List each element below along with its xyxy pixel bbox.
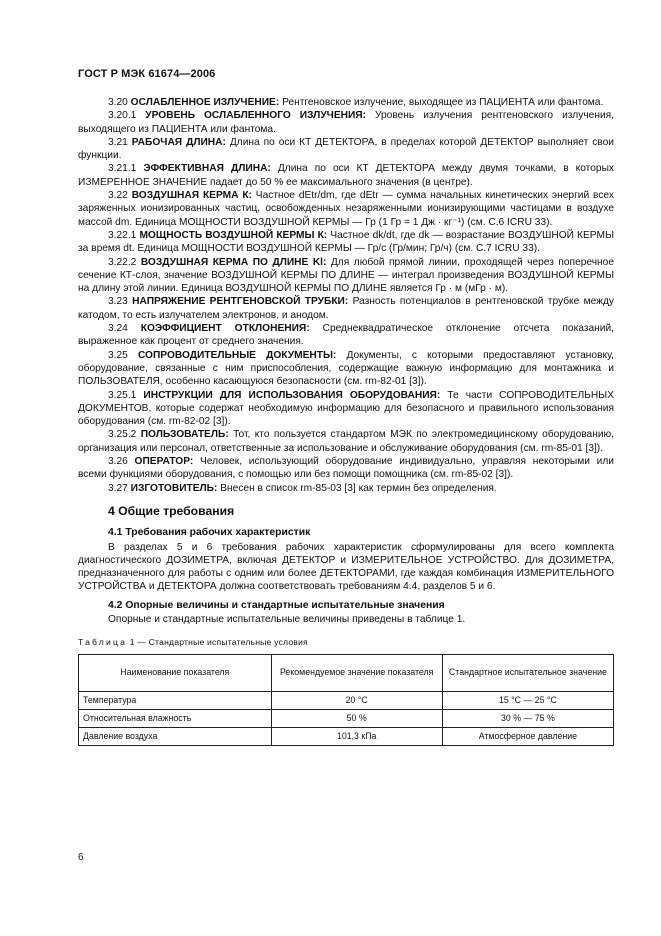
definition-paragraph: [78, 109, 614, 136]
definition-term: КОЭФФИЦИЕНТ ОТКЛОНЕНИЯ:: [140, 323, 310, 335]
definition-text: Длина по оси КТ ДЕТЕКТОРА, в пределах которой ДЕТЕКТОР выполняет свои функции.: [78, 136, 614, 162]
definition-term: РАБОЧАЯ ДЛИНА:: [131, 136, 226, 148]
definition-text: Те части СОПРОВОДИТЕЛЬНЫХ ДОКУМЕНТОВ, которые содержат необходимую информацию для безопасного и правильного использования оборудования (см. rm-82-02 [3]).: [78, 389, 614, 428]
section-4-1-title: 4.1 Требования рабочих характеристик: [108, 527, 311, 539]
definition-paragraph: [78, 136, 614, 163]
definition-paragraph: [78, 428, 614, 455]
definition-number: 3.21.1: [108, 163, 137, 175]
table-cell: 101,3 кПа: [271, 728, 442, 746]
definition-term: ЭФФЕКТИВНАЯ ДЛИНА:: [143, 163, 271, 175]
definition-term: ИЗГОТОВИТЕЛЬ:: [130, 482, 218, 494]
definition-text: Документы, с которыми предоставляют установку, оборудование, связанные с ним приспособления, содержащие важную информацию для монтажника и ПОЛЬЗОВАТЕЛЯ, особенно касающуюся безопасности (см. rm-82-01 [3]).: [78, 349, 614, 388]
definition-text: Уровень излучения рентгеновского излучения, выходящего из ПАЦИЕНТА или фантома.: [78, 110, 614, 135]
table-cell: Температура: [79, 691, 272, 709]
section-4-2-title: 4.2 Опорные величины и стандартные испытательные значения: [108, 599, 445, 611]
definition-number: 3.22: [108, 190, 128, 202]
definition-number: 3.20: [108, 97, 128, 108]
section-4-2-text: Опорные и стандартные испытательные величины приведены в таблице 1.: [108, 613, 466, 625]
definition-term: УРОВЕНЬ ОСЛАБЛЕННОГО ИЗЛУЧЕНИЯ:: [145, 110, 367, 122]
table-cell: 15 °C — 25 °C: [442, 691, 613, 709]
definition-term: МОЩНОСТЬ ВОЗДУШНОЙ КЕРМЫ К:: [139, 229, 328, 241]
document-body: [78, 96, 614, 746]
definition-paragraph: [78, 256, 614, 296]
definition-paragraph: [78, 189, 614, 229]
definition-term: ОСЛАБЛЕННОЕ ИЗЛУЧЕНИЕ:: [130, 97, 280, 108]
definition-paragraph: [78, 482, 614, 495]
definition-term: ВОЗДУШНАЯ КЕРМА К:: [131, 190, 252, 202]
table-body: [79, 691, 614, 746]
definition-term: ИНСТРУКЦИИ ДЛЯ ИСПОЛЬЗОВАНИЯ ОБОРУДОВАНИЯ:: [143, 389, 441, 401]
definition-text: Рентгеновское излучение, выходящее из ПАЦИЕНТА или фантома.: [282, 97, 604, 108]
table-caption: [78, 636, 614, 649]
table-row: [79, 728, 614, 746]
definition-text: Длина по оси КТ ДЕТЕКТОРА между двумя точками, в которых ИЗМЕРЕННОЕ ЗНАЧЕНИЕ падает до 50 % ее максимального значения (в центре).: [78, 163, 614, 188]
definition-number: 3.24: [108, 323, 128, 335]
table-cell: Атмосферное давление: [442, 728, 613, 746]
definition-number: 3.22.2: [108, 256, 137, 268]
table-caption-text: 1 — Стандартные испытательные условия: [129, 637, 308, 648]
definition-number: 3.27: [108, 482, 128, 494]
definition-number: 3.20.1: [108, 110, 137, 122]
definition-term: ПОЛЬЗОВАТЕЛЬ:: [140, 429, 229, 441]
definition-paragraph: [78, 162, 614, 189]
definition-term: СОПРОВОДИТЕЛЬНЫЕ ДОКУМЕНТЫ:: [137, 349, 337, 361]
definition-text: Тот, кто пользуется стандартом МЭК по электромедицинскому оборудованию, организация или персонал, ответственные за использование и обслуживание оборудования (см. rm-85-01 [3]).: [78, 429, 615, 454]
table-header-row: [79, 654, 614, 691]
definition-term: ВОЗДУШНАЯ КЕРМА ПО ДЛИНЕ Kl:: [140, 256, 327, 268]
table-cell: 20 °C: [271, 691, 442, 709]
definition-term: ОПЕРАТОР:: [134, 456, 194, 468]
definition-number: 3.21: [108, 136, 128, 148]
table-cell: 50 %: [271, 709, 442, 727]
definition-paragraph: [78, 96, 614, 109]
definition-paragraph: [78, 455, 614, 482]
definition-paragraph: [78, 295, 614, 322]
definition-text: Внесен в список rm-85-03 [3] как термин без определения.: [220, 482, 497, 494]
table-row: [79, 709, 614, 727]
definition-text: Частное dEtr/dm, где dEtr — сумма начальных кинетических энергий всех заряженных ионизированных частиц, освобожденных незаряженными ионизирующими частицами в воздухе массой dm. Единица МОЩНОСТИ ВОЗДУШНОЙ КЕРМЫ — Гр (1 Гр = 1 Дж · кг⁻¹) (см. С.6 ICRU 33).: [78, 190, 614, 228]
definition-number: 3.25.2: [108, 429, 137, 441]
definition-paragraph: [78, 322, 614, 349]
definition-number: 3.26: [108, 456, 128, 468]
test-conditions-table: [78, 654, 614, 747]
definition-text: Для любой прямой линии, проходящей через поперечное сечение КТ-слоя, значение ВОЗДУШНОЙ КЕРМЫ ПО ДЛИНЕ — интеграл произведения ВОЗДУШНОЙ КЕРМЫ на длину этой линии. Единица ВОЗДУШНОЙ КЕРМЫ ПО ДЛИНЕ является Гр · м (мГр · м).: [78, 256, 614, 295]
table-row: [79, 691, 614, 709]
definition-text: Человек, использующий оборудование индивидуально, управляя некоторыми или всеми функциями оборудования, с помощью или без помощи помощника (см. rm-85-02 [3]).: [78, 456, 614, 481]
table-cell: 30 % — 75 %: [442, 709, 613, 727]
table-cell: Давление воздуха: [79, 728, 272, 746]
document-header: ГОСТ Р МЭК 61674—2006: [78, 68, 216, 80]
page-number: 6: [78, 852, 84, 863]
definitions-list: [78, 96, 614, 495]
definition-paragraph: [78, 389, 614, 429]
header-cell-recommended: Рекомендуемое значение показателя: [271, 654, 442, 691]
definition-text: Среднеквадратическое отклонение отсчета показаний, выраженное как процент от среднего значения.: [78, 323, 614, 348]
definition-text: Разность потенциалов в рентгеновской трубке между катодом, то есть излучателем электронов, и анодом.: [78, 296, 614, 321]
definition-number: 3.25: [108, 349, 128, 361]
section-4-1-text: В разделах 5 и 6 требования рабочих характеристик сформулированы для всего комплекта диагностического ДОЗИМЕТРА, включая ДЕТЕКТОР и ИЗМЕРИТЕЛЬНОЕ УСТРОЙСТВО. Для ДОЗИМЕТРА, предназначенного для работы с одним или более ДЕТЕКТОРАМИ, где каждая комбинация ИЗМЕРИТЕЛЬНОГО УСТРОЙСТВА и ДЕТЕКТОРА должна соответствовать требованиям 4.4, разделов 5 и 6.: [78, 541, 614, 593]
header-cell-parameter: Наименование показателя: [79, 654, 272, 691]
definition-paragraph: [78, 229, 614, 256]
table-caption-word: Таблица: [78, 637, 128, 648]
definition-number: 3.23: [108, 296, 128, 308]
definition-text: Частное dk/dt, где dk — возрастание ВОЗДУШНОЙ КЕРМЫ за время dt. Единица МОЩНОСТИ ВОЗДУШНОЙ КЕРМЫ — Гр/с (Гр/мин; Гр/ч) (см. С.7 ICRU 33).: [78, 229, 614, 255]
section-4-title: 4 Общие требования: [108, 503, 235, 518]
definition-number: 3.25.1: [108, 389, 137, 401]
definition-term: НАПРЯЖЕНИЕ РЕНТГЕНОВСКОЙ ТРУБКИ:: [132, 296, 349, 308]
table-cell: Относительная влажность: [79, 709, 272, 727]
definition-paragraph: [78, 349, 614, 389]
definition-number: 3.22.1: [108, 229, 137, 241]
header-cell-standard: Стандартное испытательное значение: [442, 654, 613, 691]
